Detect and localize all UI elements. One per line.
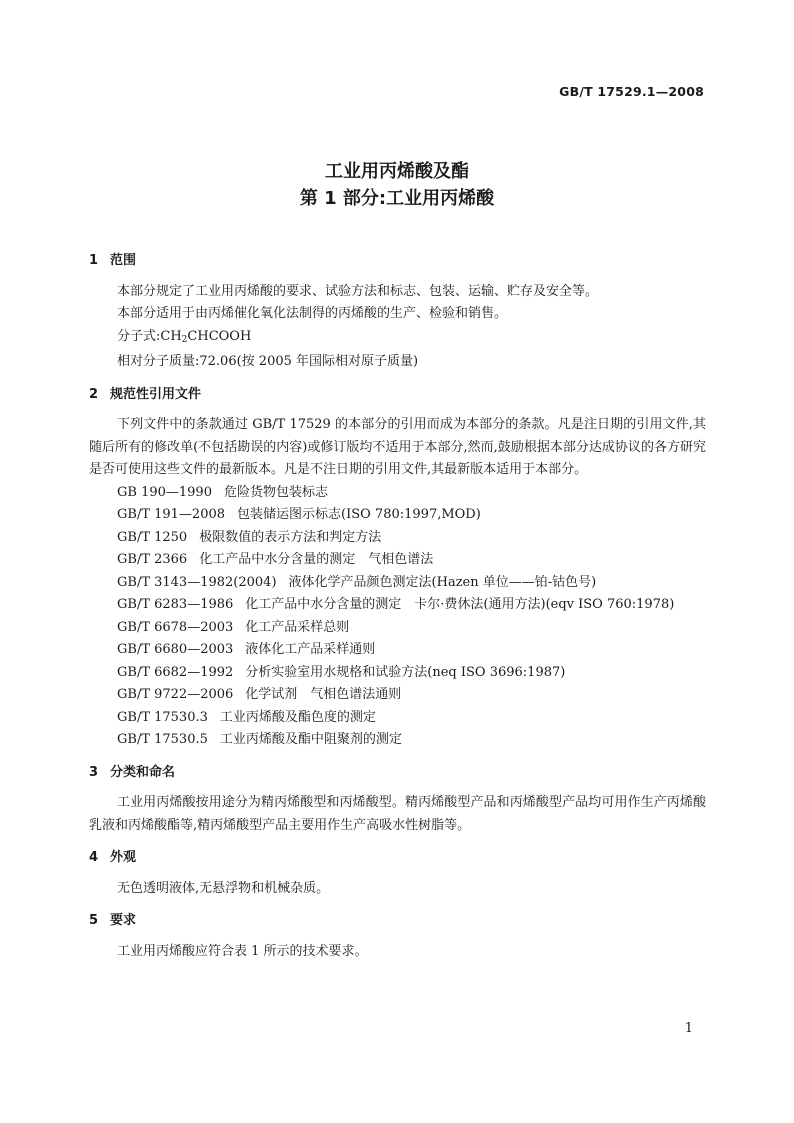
reference-item: GB/T 6283—1986 化工产品中水分含量的测定 卡尔·费休法(通用方法)(eqv ISO 760:1978) [117, 597, 675, 612]
paragraph: 工业用丙烯酸按用途分为精丙烯酸型和丙烯酸型。精丙烯酸型产品和丙烯酸型产品均可用作生产丙烯酸乳液和丙烯酸酯等,精丙烯酸型产品主要用作生产高吸水性树脂等。 [89, 795, 706, 833]
paragraph: 无色透明液体,无悬浮物和机械杂质。 [117, 880, 330, 896]
section-3 [89, 762, 706, 838]
reference-item: GB/T 6680—2003 液体化工产品采样通则 [117, 642, 376, 657]
reference-item: GB/T 9722—2006 化学试剂 气相色谱法通则 [117, 687, 402, 702]
paragraph: 工业用丙烯酸应符合表 1 所示的技术要求。 [117, 943, 368, 959]
section-heading: 1 范围 [89, 253, 137, 268]
reference-item: GB/T 17530.5 工业丙烯酸及酯中阻聚剂的测定 [117, 732, 402, 747]
reference-item: GB/T 1250 极限数值的表示方法和判定方法 [117, 529, 382, 545]
document-body [89, 250, 706, 963]
standard-code: GB/T 17529.1—2008 [559, 84, 704, 99]
paragraph: 相对分子质量:72.06(按 2005 年国际相对原子质量) [117, 354, 419, 369]
section-heading: 5 要求 [89, 913, 137, 928]
page-number: 1 [684, 1021, 693, 1036]
reference-item: GB/T 17530.3 工业丙烯酸及酯色度的测定 [117, 709, 376, 725]
section-5 [89, 910, 706, 963]
reference-item: GB/T 2366 化工产品中水分含量的测定 气相色谱法 [117, 552, 434, 567]
section-2 [89, 384, 706, 752]
reference-list [89, 482, 706, 752]
reference-item: GB/T 6682—1992 分析实验室用水规格和试验方法(neq ISO 3696:1987) [117, 664, 566, 680]
section-1 [89, 250, 706, 374]
document-title-line2: 第 1 部分:工业用丙烯酸 [299, 188, 495, 209]
section-heading: 3 分类和命名 [89, 764, 176, 780]
document-title-line1: 工业用丙烯酸及酯 [325, 161, 469, 182]
reference-item: GB 190—1990 危险货物包装标志 [117, 484, 328, 500]
paragraph: 本部分规定了工业用丙烯酸的要求、试验方法和标志、包装、运输、贮存及安全等。 [117, 283, 599, 299]
reference-item: GB/T 6678—2003 化工产品采样总则 [117, 619, 350, 635]
reference-item: GB/T 3143—1982(2004) 液体化学产品颜色测定法(Hazen 单位——铂-钴色号) [117, 574, 597, 590]
section-heading: 4 外观 [89, 850, 137, 865]
section-heading: 2 规范性引用文件 [89, 386, 202, 402]
paragraph: 下列文件中的条款通过 GB/T 17529 的本部分的引用而成为本部分的条款。凡是注日期的引用文件,其随后所有的修改单(不包括勘误的内容)或修订版均不适用于本部分,然而,鼓励根据本部分达成协议的各方研究是否可使用这些文件的最新版本。凡是不注日期的引用文件,其最新版本适用于本部分。 [89, 417, 706, 477]
section-4 [89, 847, 706, 900]
reference-item: GB/T 191—2008 包装储运图示标志(ISO 780:1997,MOD) [117, 507, 481, 522]
paragraph: 本部分适用于由丙烯催化氧化法制得的丙烯酸的生产、检验和销售。 [117, 306, 508, 321]
molecular-formula: 分子式$:CH_2CHCOOH$ [117, 328, 252, 345]
